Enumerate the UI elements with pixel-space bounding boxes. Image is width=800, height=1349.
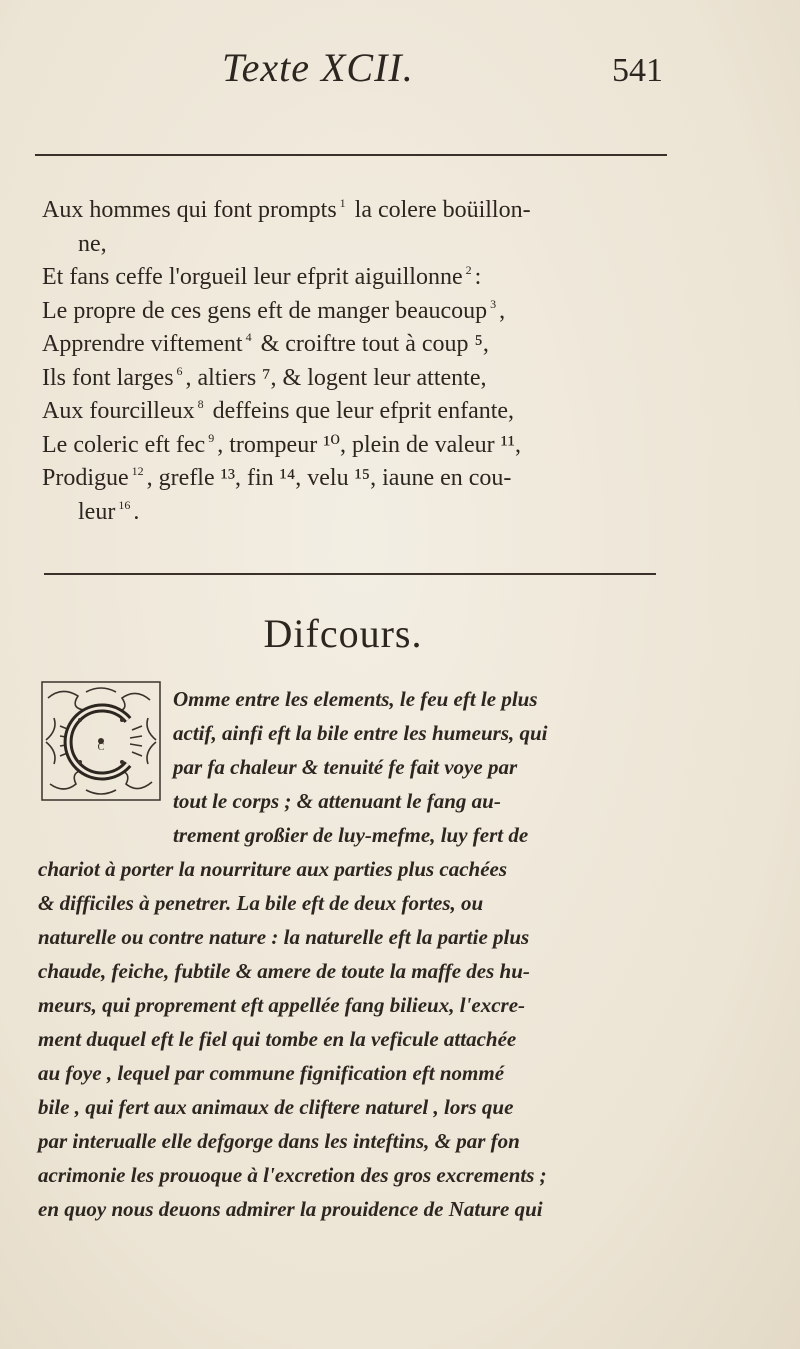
prose-line: trement großier de luy-mefme, luy fert de [173,823,529,847]
verse-line [42,291,692,325]
verse-text: ne, [78,230,107,257]
prose-line: chariot à porter la nourriture aux parties plus cachées [38,857,508,881]
verse-text-after: & croiftre tout à coup ⁵, [254,331,489,357]
prose-line: par fa chaleur & tenuité fe fait voye par [173,755,518,779]
verse-line [42,425,692,459]
section-rule [44,573,656,575]
footnote-marker: 3 [490,296,497,311]
verse-text: Aux hommes qui font prompts [42,197,337,223]
verse-line [42,257,692,291]
verse-text: Le coleric eft fec [42,431,206,458]
verse-block [42,190,692,525]
verse-text-after: , grefle ¹³, fin ¹⁴, velu ¹⁵, iaune en cou- [146,465,512,491]
prose-line: acrimonie les prouoque à l'excretion des gros excrements ; [38,1163,547,1187]
prose-line: tout le corps ; & attenuant le fang au- [173,789,501,813]
verse-line [42,190,692,224]
prose-line: ment duquel eft le fiel qui tombe en la veficule attachée [38,1027,517,1051]
prose-line: naturelle ou contre nature : la naturelle eft la partie plus [38,925,530,949]
verse-text: Et fans ceffe l'orgueil leur efprit aiguillonne [42,264,463,290]
page-number: 541 [612,52,663,89]
footnote-marker: 1 [339,196,346,210]
verse-line [42,324,692,358]
verse-line [42,492,692,526]
prose-line: actif, ainfi eft la bile entre les humeurs, qui [173,721,548,745]
footnote-marker: 8 [197,397,204,411]
footnote-marker: 12 [131,464,144,478]
verse-text-after: la colere boüillon- [348,197,531,223]
verse-line [42,391,692,425]
page-header [0,40,800,100]
prose-line: meurs, qui proprement eft appellée fang bilieux, l'excre- [38,993,526,1017]
verse-text: leur [78,498,116,525]
section-title-text: Difcours. [263,611,423,656]
verse-text: Ils font larges [42,364,174,391]
verse-text-after: , [499,297,506,324]
footnote-marker: 2 [465,263,472,277]
verse-text-after: deffeins que leur efprit enfante, [206,398,515,424]
verse-line [42,458,692,492]
verse-text-after: , altiers ⁷, & logent leur attente, [185,364,487,391]
verse-text: Apprendre viftement [42,331,243,357]
verse-text: Aux fourcilleux [42,398,195,424]
verse-text: Prodigue [42,465,129,491]
footnote-marker: 9 [208,430,215,445]
prose-line: chaude, feiche, fubtile & amere de toute la maffe des hu- [38,959,530,983]
prose-line: Omme entre les elements, le feu eft le plus [173,687,538,711]
verse-text-after: , trompeur ¹⁰, plein de valeur ¹¹, [217,431,522,458]
footnote-marker: 6 [176,363,183,378]
prose-line: & difficiles à penetrer. La bile eft de deux fortes, ou [38,891,484,915]
verse-text: Le propre de ces gens eft de manger beaucoup [42,297,488,324]
footnote-marker: 16 [118,497,131,512]
running-title: Texte XCII. [222,45,414,90]
verse-text-after: : [474,264,482,290]
header-rule [35,154,667,156]
prose-line: bile , qui fert aux animaux de cliftere naturel , lors que [38,1095,514,1119]
verse-line [42,224,692,258]
footnote-marker: 4 [245,330,252,344]
verse-line [42,358,692,392]
prose-line: par interualle elle defgorge dans les inteftins, & par fon [38,1129,520,1153]
section-title [0,610,800,657]
prose-line: au foye , lequel par commune fignification eft nommé [38,1061,505,1085]
verse-text-after: . [133,498,140,525]
prose-line: en quoy nous deuons admirer la prouidence de Nature qui [38,1197,543,1221]
discourse-text [38,682,678,1226]
initial-letter: C [97,742,105,753]
